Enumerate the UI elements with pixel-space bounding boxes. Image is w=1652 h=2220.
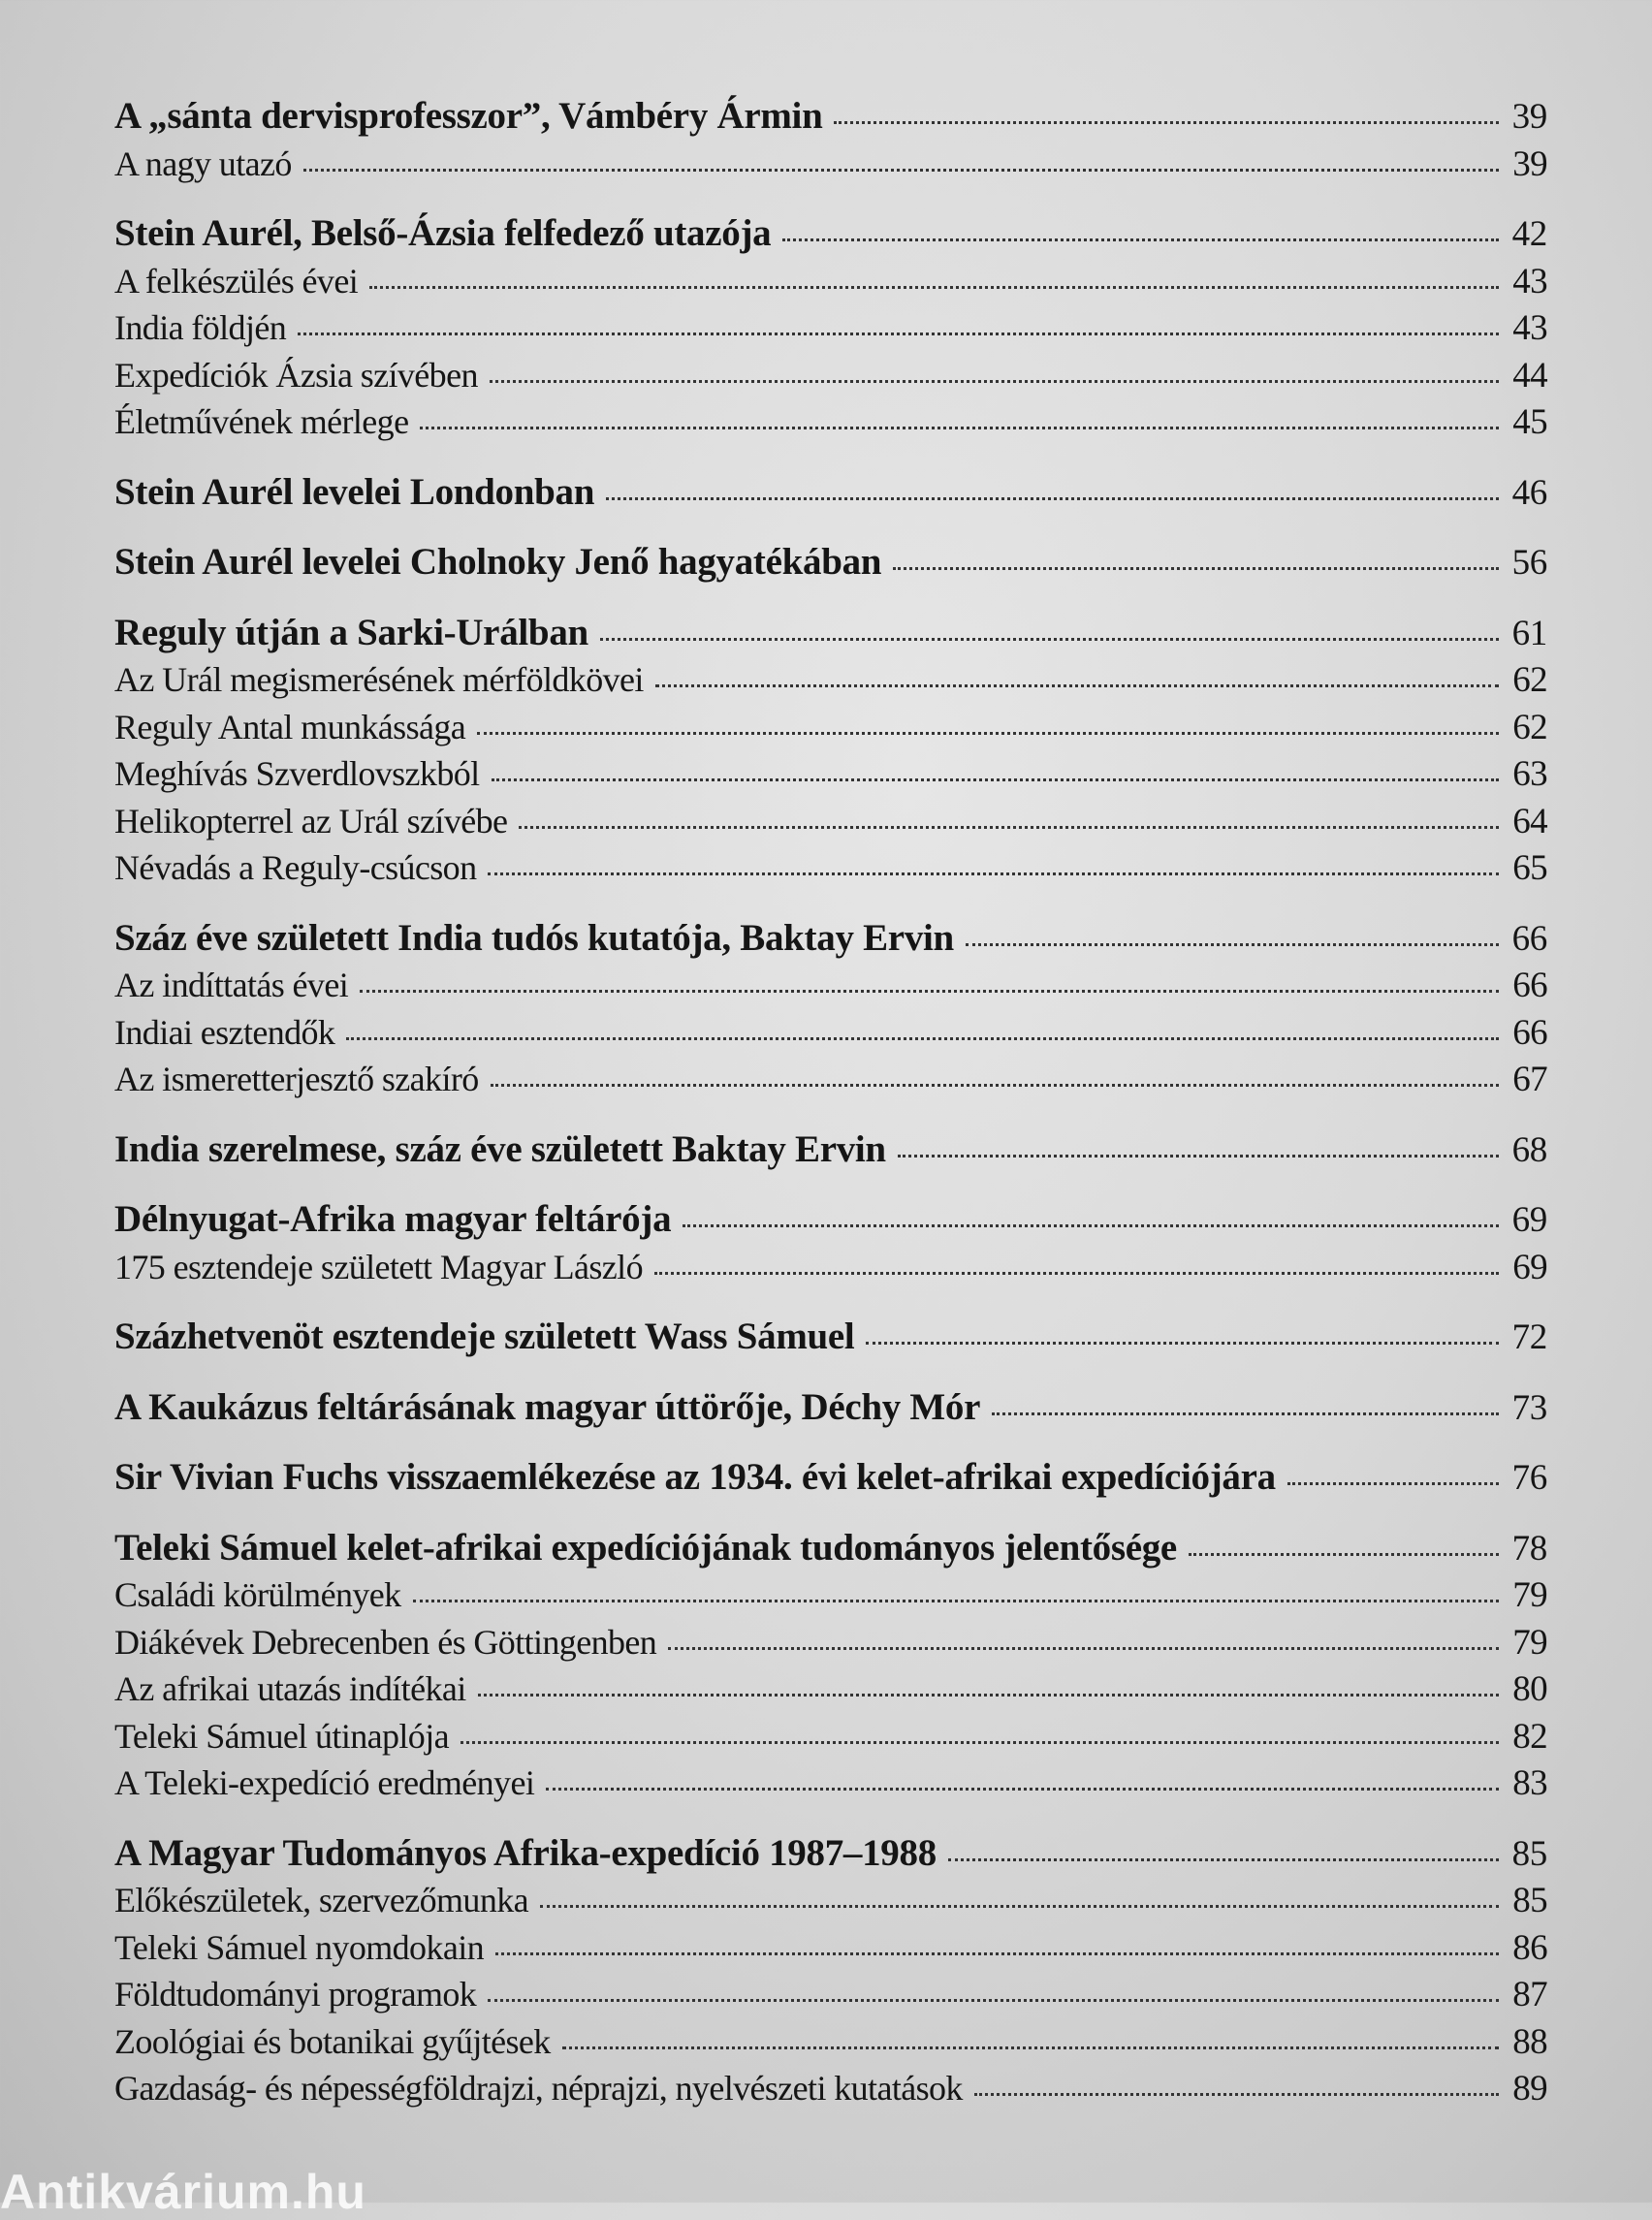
toc-page-number: 69 [1512, 1247, 1547, 1287]
toc-subentry [114, 750, 1547, 798]
toc-entry-title: Stein Aurél levelei Londonban [114, 470, 595, 513]
dot-leader [477, 732, 1499, 735]
toc-section-entry [114, 539, 1547, 587]
toc-entry-title: A „sánta dervisprofesszor”, Vámbéry Ármin [114, 95, 823, 137]
toc-entry-title: Sir Vivian Fuchs visszaemlékezése az 1934. évi kelet-afrikai expedíciójára [114, 1456, 1276, 1498]
toc-page-number: 43 [1512, 308, 1547, 348]
dot-leader [782, 238, 1499, 241]
toc-page-number: 44 [1512, 355, 1547, 396]
toc-page-number: 64 [1512, 801, 1547, 841]
toc-subentry [114, 141, 1547, 188]
dot-leader [360, 990, 1499, 993]
dot-leader [966, 943, 1499, 946]
toc-entry-title: Földtudományi programok [114, 1975, 477, 2014]
toc-page-number: 62 [1512, 660, 1547, 700]
toc-page-number: 87 [1512, 1975, 1547, 2014]
toc-entry-title: A nagy utazó [114, 143, 292, 183]
dot-leader [834, 121, 1499, 124]
toc-entry-title: Százhetvenöt esztendeje született Wass Sámuel [114, 1316, 855, 1357]
toc-subentry [114, 2065, 1547, 2112]
toc-subentry [114, 844, 1547, 892]
dot-leader [519, 826, 1499, 829]
toc-entry-title: Indiai esztendők [114, 1012, 335, 1052]
toc-subentry [114, 1619, 1547, 1666]
toc-entry-title: Délnyugat-Afrika magyar feltárója [114, 1198, 672, 1240]
toc-page-number: 56 [1511, 543, 1547, 583]
toc-subentry [114, 258, 1547, 305]
toc-entry-title: Családi körülmények [114, 1575, 401, 1614]
toc-entry-title: 175 esztendeje született Magyar László [114, 1247, 643, 1286]
toc-page-number: 39 [1511, 97, 1547, 137]
toc-page-number: 65 [1512, 848, 1547, 888]
dot-leader [420, 427, 1499, 429]
toc-page-number: 76 [1511, 1458, 1547, 1498]
toc-entry-title: Az afrikai utazás indítékai [114, 1669, 466, 1708]
toc-entry-title: Teleki Sámuel kelet-afrikai expedíciójának tudományos jelentősége [114, 1526, 1177, 1569]
toc-subentry [114, 798, 1547, 845]
toc-page-number: 43 [1512, 261, 1547, 301]
toc-section-entry [114, 1830, 1547, 1878]
toc-entry-title: Reguly útján a Sarki-Urálban [114, 611, 588, 653]
toc-page-number: 83 [1512, 1763, 1547, 1803]
toc-section-entry [114, 1196, 1547, 1244]
toc-page-number: 69 [1511, 1200, 1547, 1240]
toc-page-number: 89 [1512, 2069, 1547, 2109]
dot-leader [1287, 1482, 1499, 1485]
dot-leader [974, 2093, 1499, 2096]
toc-subentry [114, 1571, 1547, 1619]
toc-entry-title: Diákévek Debrecenben és Göttingenben [114, 1622, 657, 1662]
dot-leader [668, 1647, 1499, 1650]
toc-page-number: 85 [1511, 1833, 1547, 1874]
dot-leader [562, 2046, 1499, 2049]
toc-subentry [114, 1244, 1547, 1291]
toc-subentry [114, 1971, 1547, 2018]
toc-subentry [114, 1713, 1547, 1760]
toc-section-entry [114, 469, 1547, 517]
dot-leader [478, 1694, 1499, 1697]
dot-leader [369, 286, 1499, 289]
toc-entry-title: Névadás a Reguly-csúcson [114, 848, 477, 887]
toc-page-number: 66 [1512, 966, 1547, 1005]
toc-subentry [114, 1877, 1547, 1924]
toc-entry-title: Meghívás Szverdlovszkból [114, 754, 480, 793]
toc-subentry [114, 304, 1547, 352]
toc-entry-title: A Teleki-expedíció eredményei [114, 1763, 535, 1802]
dot-leader [546, 1788, 1499, 1791]
toc-page-number: 79 [1512, 1622, 1547, 1663]
toc-entry-title: Expedíciók Ázsia szívében [114, 355, 478, 395]
toc-entry-title: Stein Aurél levelei Cholnoky Jenő hagyatékában [114, 541, 882, 583]
toc-section-entry [114, 93, 1547, 141]
dot-leader [488, 1999, 1499, 2002]
toc-entry-title: A Magyar Tudományos Afrika-expedíció 1987–1988 [114, 1831, 937, 1874]
toc-section-entry [114, 1454, 1547, 1502]
toc-page-number: 86 [1512, 1927, 1547, 1968]
toc-subentry [114, 656, 1547, 704]
dot-leader [948, 1858, 1499, 1861]
toc-page-number: 80 [1512, 1669, 1547, 1709]
dot-leader [492, 778, 1499, 781]
toc-entry-title: Reguly Antal munkássága [114, 707, 466, 746]
dot-leader [1189, 1553, 1499, 1556]
toc-section-entry [114, 1314, 1547, 1361]
dot-leader [298, 333, 1499, 335]
toc-section-entry [114, 1525, 1547, 1572]
dot-leader [992, 1412, 1499, 1415]
toc-page-number: 72 [1511, 1317, 1547, 1357]
toc-entry-title: Az indíttatás évei [114, 966, 349, 1004]
toc-entry-title: India szerelmese, száz éve született Baktay Ervin [114, 1127, 886, 1170]
toc-entry-title: Gazdaság- és népességföldrajzi, néprajzi, nyelvészeti kutatások [114, 2069, 963, 2108]
dot-leader [655, 684, 1499, 687]
toc-entry-title: A felkészülés évei [114, 261, 359, 301]
toc-entry-title: Teleki Sámuel útinaplója [114, 1716, 449, 1756]
dot-leader [606, 497, 1499, 500]
toc-subentry [114, 1760, 1547, 1807]
dot-leader [490, 380, 1499, 383]
toc-entry-title: Az Urál megismerésének mérföldkövei [114, 660, 644, 699]
toc-subentry [114, 1665, 1547, 1713]
toc-subentry [114, 704, 1547, 751]
dot-leader [540, 1905, 1499, 1908]
toc-entry-title: Életművének mérlege [114, 402, 409, 441]
dot-leader [495, 1952, 1499, 1955]
toc-page-number: 42 [1511, 214, 1547, 254]
toc-page-number: 66 [1511, 918, 1547, 959]
toc-entry-title: Teleki Sámuel nyomdokain [114, 1927, 485, 1967]
toc-section-entry [114, 915, 1547, 963]
dot-leader [491, 1084, 1499, 1087]
toc-page-number: 66 [1512, 1012, 1547, 1053]
toc-entry-title: A Kaukázus feltárásának magyar úttörője, Déchy Mór [114, 1385, 981, 1428]
toc-section-entry [114, 1126, 1547, 1174]
toc-section-entry [114, 1384, 1547, 1432]
dot-leader [683, 1224, 1499, 1227]
toc-entry-title: Az ismeretterjesztő szakíró [114, 1060, 479, 1098]
toc-subentry [114, 1009, 1547, 1057]
dot-leader [600, 638, 1499, 641]
toc-page-number: 85 [1512, 1881, 1547, 1920]
toc-entry-title: Előkészületek, szervezőmunka [114, 1881, 529, 1919]
toc-page-number: 62 [1512, 707, 1547, 747]
toc-subentry [114, 2018, 1547, 2066]
toc-page-number: 39 [1512, 143, 1547, 184]
dot-leader [488, 872, 1499, 875]
toc-page-number: 45 [1512, 402, 1547, 442]
toc-entry-title: Zoológiai és botanikai gyűjtések [114, 2021, 551, 2061]
toc-page-number: 88 [1512, 2021, 1547, 2062]
toc-section-entry [114, 210, 1547, 258]
dot-leader [346, 1037, 1499, 1040]
toc-page-number: 46 [1511, 472, 1547, 513]
toc-subentry [114, 1924, 1547, 1972]
toc-page-number: 73 [1511, 1387, 1547, 1428]
toc-subentry [114, 1056, 1547, 1103]
toc-entry-title: Száz éve született India tudós kutatója, Baktay Ervin [114, 916, 954, 959]
toc-page-number: 63 [1512, 754, 1547, 794]
dot-leader [866, 1342, 1499, 1345]
watermark-text: Antikvárium.hu [0, 2165, 366, 2219]
toc-subentry [114, 352, 1547, 399]
toc-page-number: 79 [1512, 1575, 1547, 1615]
dot-leader [461, 1741, 1499, 1744]
dot-leader [413, 1600, 1499, 1602]
toc-page-number: 67 [1512, 1060, 1547, 1099]
dot-leader [303, 169, 1499, 172]
toc-page-number: 82 [1512, 1716, 1547, 1757]
toc-entry-title: India földjén [114, 308, 287, 347]
table-of-contents [114, 93, 1547, 2112]
toc-entry-title: Helikopterrel az Urál szívébe [114, 801, 508, 840]
toc-page-number: 68 [1511, 1129, 1547, 1170]
toc-entry-title: Stein Aurél, Belső-Ázsia felfedező utazója [114, 212, 772, 254]
dot-leader [893, 567, 1499, 570]
toc-subentry [114, 962, 1547, 1009]
toc-page-number: 78 [1511, 1528, 1547, 1569]
dot-leader [898, 1155, 1499, 1158]
dot-leader [654, 1272, 1499, 1275]
toc-section-entry [114, 610, 1547, 657]
toc-subentry [114, 398, 1547, 446]
toc-page-number: 61 [1511, 613, 1547, 653]
